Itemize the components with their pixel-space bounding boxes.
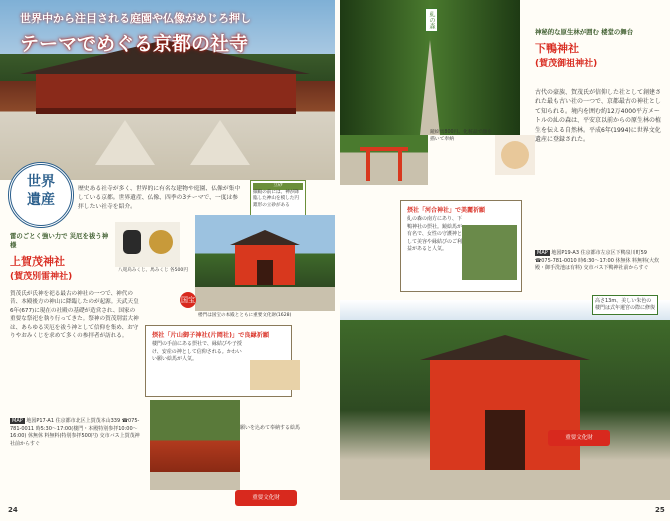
torii-illustration (340, 135, 428, 185)
world-heritage-seal (8, 162, 74, 228)
header-band (20, 10, 320, 70)
rōmon-illustration (340, 300, 670, 500)
forest-label: 糺の森 (425, 8, 438, 32)
seal-text: 世界遺産 (27, 174, 55, 208)
intro-text: 歴史ある社寺が多く、世界的に有名な建物や庭園、仏像が集中している京都。世界遺産、仏像、四季の3テーマで、一度は参拝したい社寺を紹介。 (78, 186, 241, 210)
kamigamo-tower-photo (195, 215, 335, 311)
katayama-shrine-photo (150, 400, 240, 490)
page-title: テーマでめぐる京都の社寺 (20, 33, 249, 55)
tower-illustration (195, 215, 335, 311)
important-badge-right: 重要文化財 (548, 430, 610, 446)
tower2-note: 高さ13m、美しい朱色の楼門は式年遷宮の際に修復 (592, 295, 658, 315)
shimogamo-info-tag: MAP (537, 250, 548, 256)
mirror-ema-illustration (495, 135, 535, 175)
kamigamo-kicker: 雷のごとく強い力で 災厄を祓う神様 (10, 232, 109, 249)
kawai-title: 摂社「河合神社」で美麗祈願 (407, 207, 486, 214)
sand-note-label: 立砂 (253, 183, 303, 190)
important-badge-left: 重要文化財 (235, 490, 297, 506)
kawai-gate-photo (340, 135, 428, 185)
shimogamo-formal: (賀茂御祖神社) (535, 59, 598, 69)
page-number-right: 25 (655, 506, 665, 514)
shimogamo-kicker: 神秘的な原生林が囲む 楼堂の舞台 (535, 28, 634, 36)
shimogamo-info (535, 250, 665, 273)
omikuji-caption: 八咫烏みくじ、馬みくじ 各500円 (118, 268, 188, 273)
kamigamo-body: 賀茂氏が氏神を祀る最古の神社の一つで、神代の昔、本殿後方の神山に降臨したのが起源。天武天皇6年(677)に現在の社殿の基礎が造営され、国家の重要な祭祀を執り行ってきた。祭神の賀茂別雷大神は、あらゆる災厄を祓う神として信仰を集め、お守りやおみくじを求めて多くの参拝者が訪れる。 (10, 291, 139, 340)
header-kicker: 世界中から注目される庭園や仏像がめじろ押し (20, 12, 251, 25)
tower-caption: 楼門は国宝の本殿とともに重要文化財(1628) (198, 313, 292, 318)
katayama-title: 摂社「片山御子神社(片岡社)」で良縁祈願 (152, 332, 270, 339)
kamigamo-info-text: 地図P17-A1 住京都市北区上賀茂本山339 ☎075-781-0011 時5:30～17:00(楼門・本殿特別参拝10:00～16:00) 休無休 料無料(特別参拝500円) 交市バス上賀茂神社前からすぐ (10, 418, 140, 447)
kawai-text: 糺の森の南方にあり、下鴨神社の摂社。鏡絵馬が有名で、女性の守護神として美容や縁結びのご利益があると人気。 (407, 216, 463, 252)
sand-note-text: 細殿の前には、神が降臨した神山を模した円錐形の立砂がある (253, 189, 299, 208)
ema-photo (250, 360, 300, 390)
omikuji-photo (115, 222, 180, 267)
shimogamo-name: 下鴨神社 (535, 42, 579, 55)
mirror-ema-photo (495, 135, 535, 175)
kamigamo-info (10, 418, 142, 448)
shimogamo-heading (535, 28, 665, 69)
kawai-shrine-photo (462, 225, 517, 280)
katayama-text: 楼門の手前にある摂社で、縁結びや子授け、安産の神として信仰される。かわいい願い絵馬が人気。 (152, 341, 242, 362)
shimogamo-tower-photo (340, 300, 670, 500)
shimogamo-body: 古代の豪族、賀茂氏が信仰した社として創建された最も古い社の一つで、京都最古の神社として知られる。境内を囲む約12万4000平方メートルの糺の森は、平安京以前からの原生林の植生を伝える自然林。平成6年(1994)に世界文化遺産に登録された。 (535, 89, 662, 144)
kamigamo-heading (10, 232, 110, 282)
mirror-note: 鏡絵馬800円。化粧品で顔を描いて奉納 (430, 130, 492, 142)
charm-illustration (115, 222, 180, 267)
kamigamo-formal: (賀茂別雷神社) (10, 272, 73, 282)
kamigamo-info-tag: MAP (12, 418, 23, 424)
ema-note: 願いを込めて奉納する絵馬 (240, 425, 301, 431)
page-number-left: 24 (8, 506, 18, 514)
treasure-badge: 国宝 (180, 292, 196, 308)
shimogamo-info-text: 地図P19-A3 住京都市左京区下鴨泉川町59 ☎075-781-0010 時6:30～17:00 休無休 料無料(大炊殿・御手洗池は有料) 交市バス下鴨神社前からすぐ (535, 250, 660, 271)
kamigamo-name: 上賀茂神社 (10, 255, 65, 268)
